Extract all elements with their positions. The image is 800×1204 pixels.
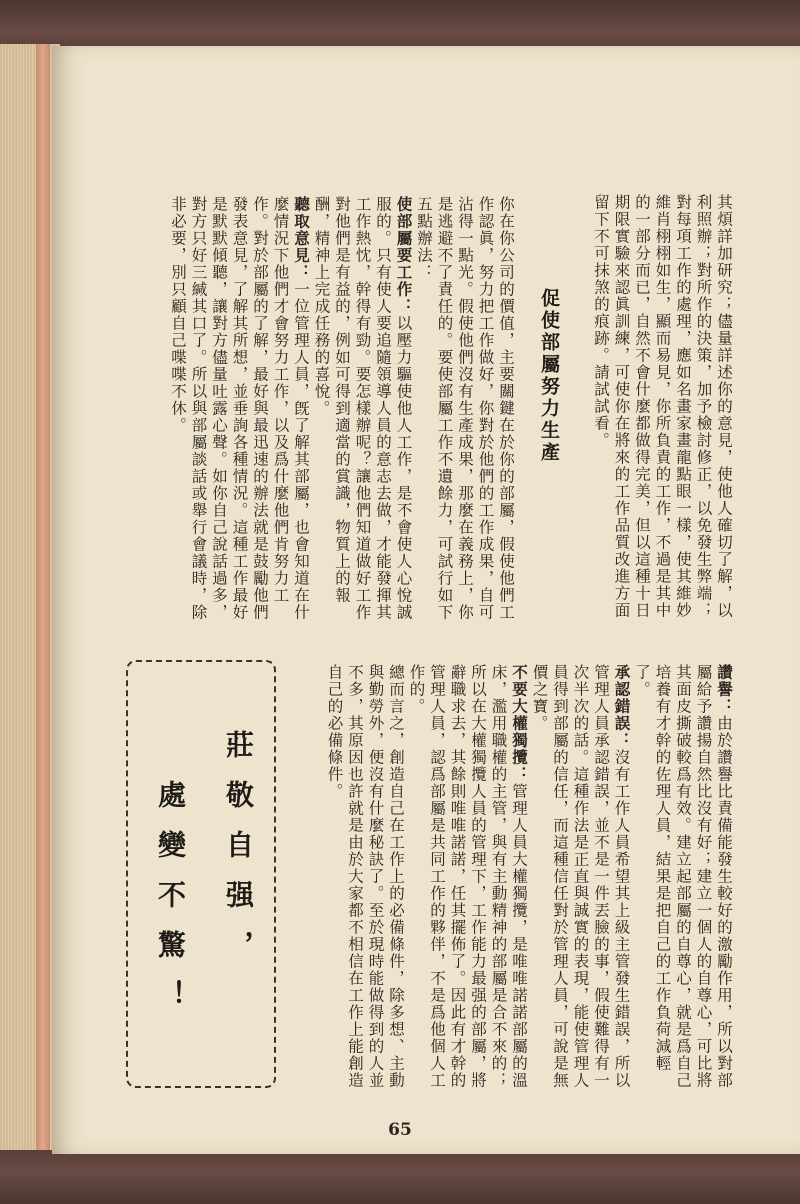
- label-delegate: 不要大權獨攬：: [510, 664, 529, 783]
- paragraph-conclusion: 總而言之，創造自己在工作上的必備條件，除多想、主動與勤勞外，便沒有什麼秘訣了。至於現時能做得到的人並不多，其原因也許就是由於大家都不相信在工作上能創造自己的必備條件。: [325, 664, 405, 1089]
- intro-paragraph: 其煩詳加研究；儘量詳述你的意見，使他人確切了解，以利照辦；對所作的決策，加予檢討修正，以免發生弊端；對每項工作的處理，應如名畫家畫龍點眼一樣，使其維妙維肖栩栩如生，顯而易見，你所負責的工作，不過是其中的一部分而已，自然不會什麼都做得完美，但以這種十日期限實驗來認眞訓練，可使你在將來的工作品質改進方面留下不可抹煞的痕跡。請試試看。: [592, 194, 733, 619]
- slogan-line-2: 處變不驚！: [154, 780, 187, 1030]
- label-admit-error: 承認錯誤：: [612, 664, 632, 749]
- paragraph-value: 你在你公司的價值，主要關鍵在於你的部屬，假使他們工作認眞，努力把工作做好，你對於他們的工作成果，自可沾得一點光。假使他們沒有生產成果，那麼在義務上，你是逃避不了責任的。要使部屬工作不遺餘力，可試行如下五點辦法：: [415, 196, 515, 621]
- body-bottom-paragraphs: [294, 664, 734, 1104]
- page-edges-red: [36, 44, 50, 1156]
- label-motivate: 使部屬要工作：: [394, 196, 414, 315]
- body-top-paragraphs: [136, 196, 516, 636]
- paragraph-delegate: 管理人員大權獨攬，是唯唯諾諾部屬的溫床，濫用職權的主管，與有主動精神的部屬是合不來的；所以在大權獨攬人員的管理下，工作能力最强的部屬，將辭職求去，其餘則唯唯諾諾，任其擺佈了。因此有才幹的管理人員，認爲部屬是共同工作的夥伴，不是爲他個人工作的。: [407, 664, 528, 1089]
- book-cover-top: [0, 0, 800, 52]
- paragraph-listen: 一位管理人員，旣了解其部屬，也會知道在什麼情況下他們才會努力工作，以及爲什麼他們肯努力工作。對於部屬的了解，最好與最迅速的辦法就是鼓勵他們發表意見，了解其所想，並垂詢各種情況。這種工作最好是默默傾聽，讓對方儘量吐露心聲。如你自己說話過多，對方只好三緘其口了。所以與部屬談話或舉行會議時，除非必要，別只顧自己喋喋不休。: [169, 196, 310, 621]
- label-listen: 聽取意見：: [292, 196, 311, 281]
- book-cover-bottom: [0, 1150, 800, 1204]
- paragraph-motivate: 以壓力驅使他人工作，是不會使人心悅誠服的。只有使人要追隨領導人員的意志去做，才能發揮其工作熱忱，幹得有勁。要怎樣辦呢？讓他們知道做好工作對他們是有益的，例如可得到適當的賞識，物質上的報酬，精神上完成任務的喜悅。: [312, 196, 413, 621]
- section-heading: 促使部屬努力生產: [538, 288, 560, 464]
- label-praise: 讚譽：: [715, 664, 734, 715]
- slogan-line-1: 莊敬自强，: [222, 730, 255, 980]
- page-number: 65: [388, 1120, 412, 1140]
- paragraph-praise: 由於讚譽比責備能發生較好的激勵作用，所以對部屬給予讚揚自然比沒有好；建立一個人的自尊心，可比將其面皮撕破較爲有效。建立起部屬的自尊心，就是爲自己培養有才幹的佐理人員，結果是把自己的工作負荷減輕了。: [633, 664, 733, 1089]
- paragraph-admit-error: 沒有工作人員希望其上級主管發生錯誤，所以管理人員承認錯誤，並不是一件丟臉的事，假使難得有一次半次的話。這種作法是正直與誠實的表現，能使管理人員得到部屬的信任，而這種信任對於管理人員，可說是無價之寶。: [530, 664, 631, 1089]
- page-edges: [0, 44, 60, 1156]
